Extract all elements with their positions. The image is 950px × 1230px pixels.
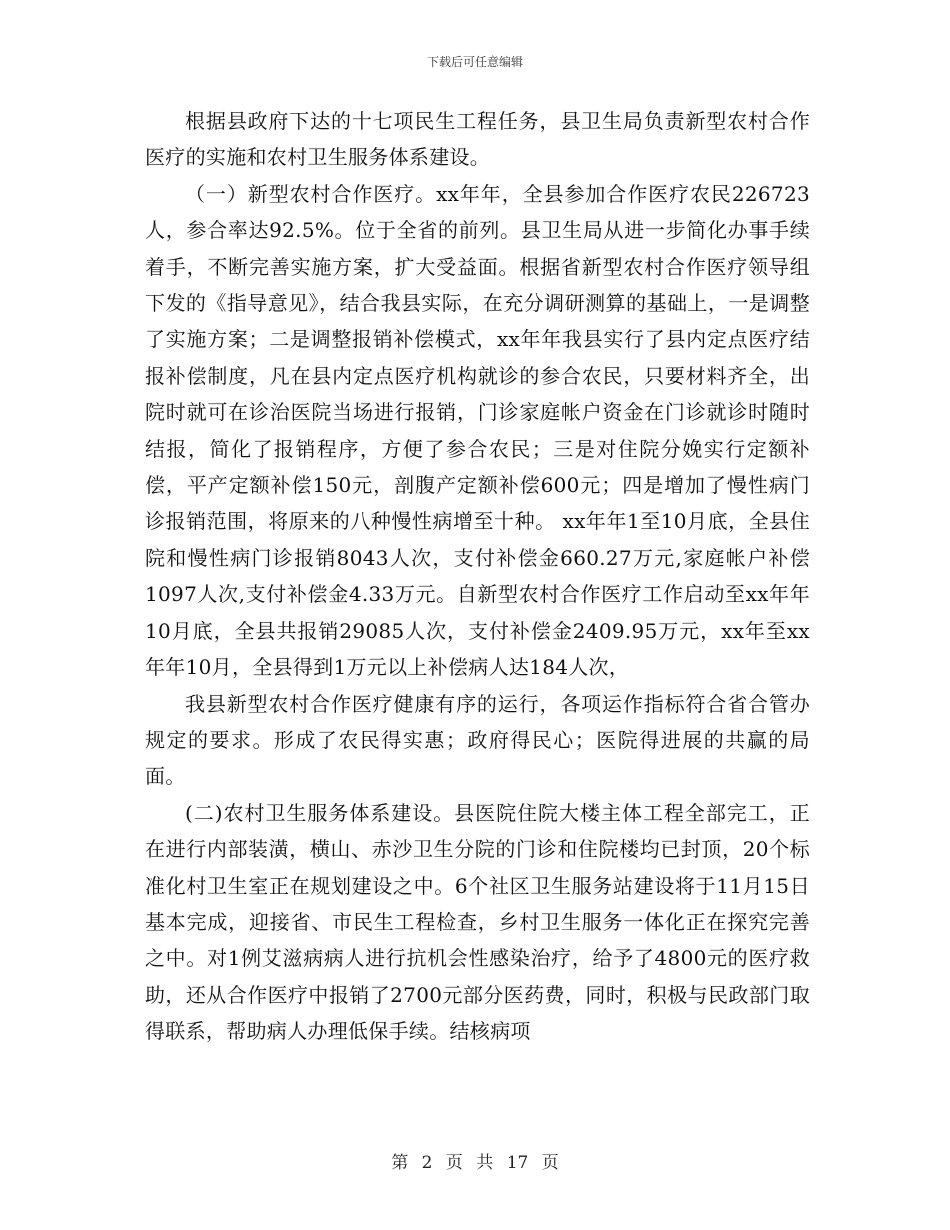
paragraph-health-service-system: (二)农村卫生服务体系建设。县医院住院大楼主体工程全部完工，正在进行内部装潢，横山、赤沙卫生分院的门诊和住院楼均已封顶，20个标准化村卫生室正在规划建设之中。6个社区卫生服务站建设将于11月15日基本完成，迎接省、市民生工程检查，乡村卫生服务一体化正在探究完善之中。对1例艾滋病病人进行抗机会性感染治疗，给予了4800元的医疗救助，还从合作医疗中报销了2700元部分医药费，同时，积极与民政部门取得联系，帮助病人办理低保手续。结核病项 [145,800,810,1044]
paragraph-operation-summary: 我县新型农村合作医疗健康有序的运行，各项运作指标符合省合管办规定的要求。形成了农民得实惠；政府得民心；医院得进展的共赢的局面。 [145,691,810,789]
page-number-footer: 第 2 页 共 17 页 [391,1153,559,1173]
document-body [145,103,810,1050]
paragraph-intro: 根据县政府下达的十七项民生工程任务，县卫生局负责新型农村合作医疗的实施和农村卫生服务体系建设。 [145,109,810,170]
paragraph-cooperative-medical: （一）新型农村合作医疗。xx年年，全县参加合作医疗农民226723人，参合率达92.5%。位于全省的前列。县卫生局从进一步简化办事手续着手，不断完善实施方案，扩大受益面。根据省新型农村合作医疗领导组下发的《指导意见》，结合我县实际，在充分调研测算的基础上，一是调整了实施方案；二是调整报销补偿模式，xx年年我县实行了县内定点医疗结报补偿制度，凡在县内定点医疗机构就诊的参合农民，只要材料齐全，出院时就可在诊治医院当场进行报销，门诊家庭帐户资金在门诊就诊时随时结报，简化了报销程序，方便了参合农民；三是对住院分娩实行定额补偿，平产定额补偿150元，剖腹产定额补偿600元；四是增加了慢性病门诊报销范围，将原来的八种慢性病增至十种。 xx年年1至10月底，全县住院和慢性病门诊报销8043人次，支付补偿金660.27万元,家庭帐户补偿1097人次,支付补偿金4.33万元。自新型农村合作医疗工作启动至xx年年10月底，全县共报销29085人次，支付补偿金2409.95万元，xx年至xx年年10月，全县得到1万元以上补偿病人达184人次， [145,181,810,680]
page-header-note: 下载后可任意编辑 [426,55,523,69]
